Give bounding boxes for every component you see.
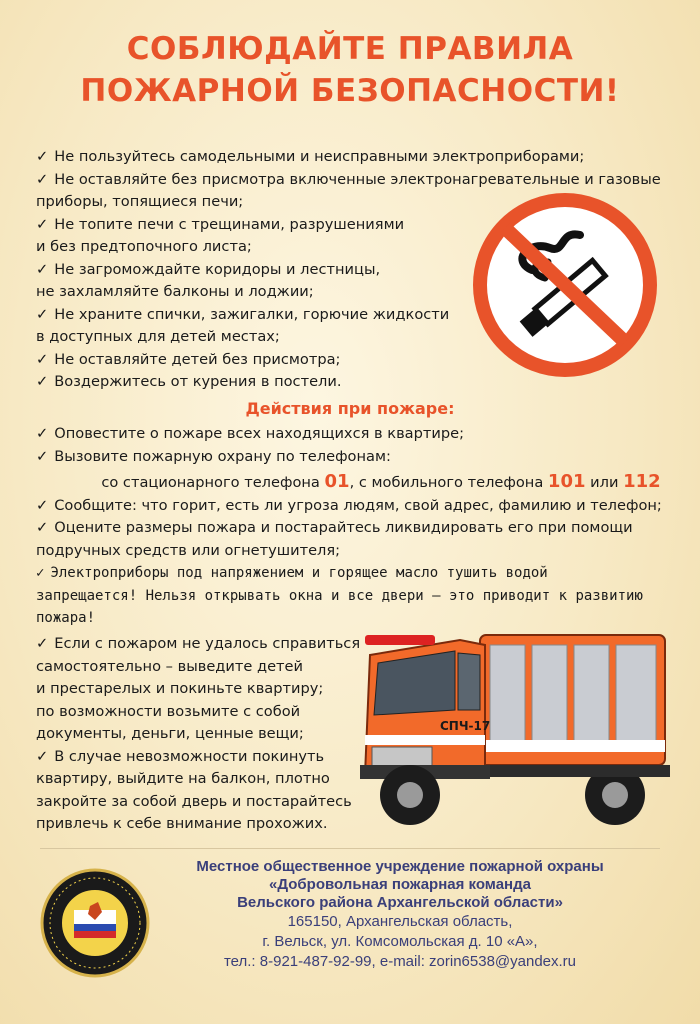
title-line-2: ПОЖАРНОЙ БЕЗОПАСНОСТИ! bbox=[80, 73, 620, 109]
action-item: ✓ Электроприборы под напряжением и горящее масло тушить водой bbox=[36, 565, 548, 581]
rule-item: ✓ Не загромождайте коридоры и лестницы, bbox=[36, 260, 381, 278]
action-item: ✓ Оповестите о пожаре всех находящихся в квартире; bbox=[36, 425, 465, 442]
action-item-continued: подручных средств или огнетушителя; bbox=[36, 541, 341, 559]
org-address-1: 165150, Архангельская область, bbox=[287, 913, 513, 930]
truck-label: СПЧ-17 bbox=[440, 719, 491, 733]
rule-item: ✓ Не храните спички, зажигалки, горючие жидкости bbox=[36, 305, 450, 323]
check-icon: ✓ bbox=[36, 215, 49, 233]
action-item-continued: привлечь к себе внимание прохожих. bbox=[36, 815, 328, 832]
action-item: ✓ Вызовите пожарную охрану по телефонам: bbox=[36, 447, 391, 465]
org-address-2: г. Вельск, ул. Комсомольская д. 10 «А», bbox=[262, 933, 538, 950]
check-icon: ✓ bbox=[36, 747, 49, 765]
rule-item: ✓ Не пользуйтесь самодельными и неисправными электроприборами; bbox=[36, 148, 585, 165]
rule-item: ✓ Не оставляйте детей без присмотра; bbox=[36, 350, 341, 368]
action-item: ✓ В случае невозможности покинуть bbox=[36, 747, 325, 765]
action-item-continued: квартиру, выйдите на балкон, плотно bbox=[36, 770, 330, 787]
mobile-number-101: 101 bbox=[547, 471, 586, 492]
action-item: ✓ Оцените размеры пожара и постарайтесь ликвидировать его при помощи bbox=[36, 519, 633, 536]
action-item-continued: по возможности возьмите с собой bbox=[36, 702, 301, 720]
page-title bbox=[0, 28, 700, 112]
mobile-number-112: 112 bbox=[623, 471, 661, 492]
rule-item-continued: не захламляйте балконы и лоджии; bbox=[36, 283, 314, 300]
action-item-continued: документы, деньги, ценные вещи; bbox=[36, 725, 304, 742]
evacuation-list bbox=[36, 633, 366, 836]
action-item: ✓ Если с пожаром не удалось справиться bbox=[36, 635, 361, 652]
org-line-3: Вельского района Архангельской области» bbox=[237, 894, 563, 911]
phone-numbers: со стационарного телефона 01, с мобильного телефона 101 или 112 bbox=[101, 471, 661, 492]
check-icon: ✓ bbox=[36, 305, 49, 323]
org-line-1: Местное общественное учреждение пожарной охраны bbox=[196, 858, 604, 875]
title-line-1: СОБЛЮДАЙТЕ ПРАВИЛА bbox=[126, 31, 574, 67]
no-smoking-icon bbox=[470, 190, 660, 380]
check-icon: ✓ bbox=[36, 447, 49, 465]
actions-heading: Действия при пожаре: bbox=[245, 399, 455, 418]
footer-divider bbox=[40, 848, 660, 849]
check-icon: ✓ bbox=[36, 170, 49, 188]
landline-number: 01 bbox=[324, 471, 350, 492]
rule-item: ✓ Воздержитесь от курения в постели. bbox=[36, 373, 342, 390]
check-icon: ✓ bbox=[36, 148, 49, 165]
emblem-logo bbox=[40, 868, 150, 978]
action-item-continued: пожара! bbox=[36, 610, 96, 626]
rule-item-continued: в доступных для детей местах; bbox=[36, 328, 280, 345]
check-icon: ✓ bbox=[36, 425, 49, 442]
org-line-2: «Добровольная пожарная команда bbox=[269, 876, 531, 893]
check-icon: ✓ bbox=[36, 373, 49, 390]
rule-item: ✓ Не топите печи с трещинами, разрушениями bbox=[36, 215, 405, 233]
actions-list bbox=[36, 423, 666, 630]
check-icon: ✓ bbox=[36, 519, 49, 536]
action-item-continued: и престарелых и покиньте квартиру; bbox=[36, 680, 324, 697]
check-icon: ✓ bbox=[36, 565, 45, 581]
action-item-continued: самостоятельно – выведите детей bbox=[36, 657, 304, 675]
action-item: ✓ Сообщите: что горит, есть ли угроза людям, свой адрес, фамилию и телефон; bbox=[36, 496, 662, 514]
check-icon: ✓ bbox=[36, 496, 49, 514]
organization-info bbox=[150, 858, 650, 972]
action-item-continued: запрещается! Нельзя открывать окна и все двери – это приводит к развитию bbox=[36, 587, 643, 604]
rule-item: ✓ Не оставляйте без присмотра включенные электронагревательные и газовые bbox=[36, 170, 661, 188]
org-contacts: тел.: 8-921-487-92-99, e-mail: zorin6538@yandex.ru bbox=[223, 953, 577, 970]
rule-item-continued: приборы, топящиеся печи; bbox=[36, 193, 244, 210]
check-icon: ✓ bbox=[36, 260, 49, 278]
action-item-continued: закройте за собой дверь и постарайтесь bbox=[36, 792, 352, 810]
check-icon: ✓ bbox=[36, 635, 49, 652]
check-icon: ✓ bbox=[36, 350, 49, 368]
rule-item-continued: и без предтопочного листа; bbox=[36, 238, 252, 255]
fire-truck-image bbox=[350, 615, 680, 830]
